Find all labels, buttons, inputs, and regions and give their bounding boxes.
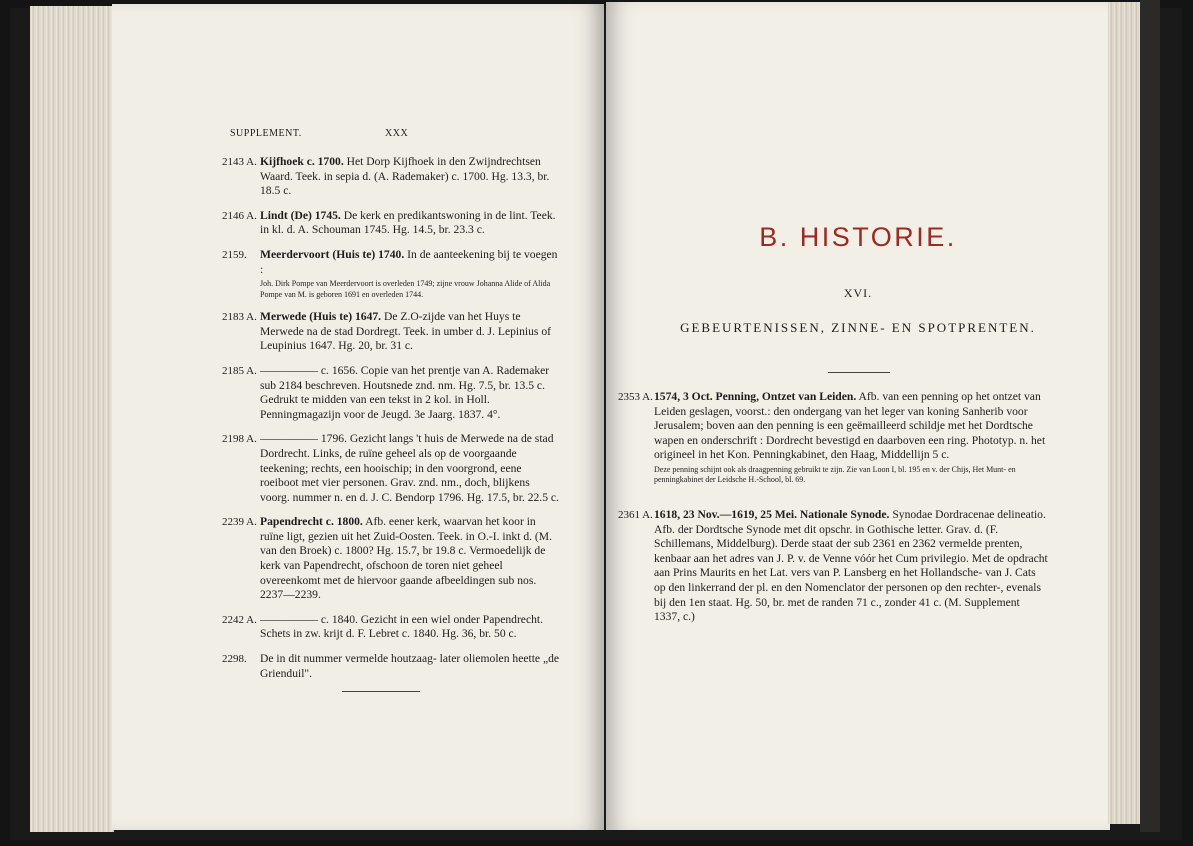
entry-number: 2185 A. (222, 364, 257, 377)
entry-text: Afb. van een penning op het ontzet van Leiden geslagen, voorst.: den ondergang van het leger van koning Sanherib voor Jerusalem; boven aan den penning is een geëmailleerd schildje met het Dordtsche wapen en onderschrift : Dordrecht bevestigd en daarboven een ring. Phototyp. n. het origineel in het Kon. Penningkabinet, den Haag, Middellijn 5 c. (654, 390, 1046, 462)
catalog-entry (222, 515, 562, 603)
entry-note: Deze penning schijnt ook als draagpenning gebruikt te zijn. Zie van Loon I, bl. 195 en v. der Chijs, Het Munt- en penningkabinet der Leidsche H.-School, bl. 69. (654, 464, 1016, 485)
book-cover-edge (1140, 0, 1160, 832)
entry-number: 2242 A. (222, 613, 257, 626)
catalog-entry (222, 310, 562, 354)
entry-text: 1796. Gezicht langs 't huis de Merwede na de stad Dordrecht. Links, de ruïne geheel als op de voorgaande teekening; rechts, een hooischip; in den voorgrond, eene roeiboot met vier personen. Grav. znd. nm., doch, blijkens voorg. nummer n. en d. J. C. Bendorp 1796. Hg. 17.5, br. 22.5 c. (260, 432, 559, 504)
entry-text: De in dit nummer vermelde houtzaag- later oliemolen heette „de Grienduil". (260, 652, 560, 680)
catalog-entry (222, 155, 562, 199)
entry-text: In de aanteekening bij te voegen : (260, 247, 558, 276)
entry-heading: Merwede (Huis te) 1647. (260, 310, 382, 324)
left-page-edges (30, 6, 114, 832)
right-entries (618, 390, 1048, 625)
entry-heading: Kijfhoek c. 1700. (260, 155, 344, 168)
catalog-entry (618, 508, 1048, 625)
entry-heading: Papendrecht c. 1800. (260, 515, 363, 529)
entry-dash: ————— (260, 363, 318, 377)
running-head-page-number: XXX (385, 128, 409, 139)
section-rule (828, 372, 890, 373)
entry-number: 2143 A. (222, 156, 257, 168)
entry-text: Afb. eener kerk, waarvan het koor in ruïne ligt, gezien uit het Zuid-Oosten. Teek. in O.-I. inkt d. (M. van den Broek) c. 1800? Hg. 15.7, br 19.8 c. Vermoedelijk de kerk van Papendrecht, ofschoon de toren niet geheel overeenkomt met de hiervoor gaande afbeeldingen sub nos. 2237—2239. (260, 515, 552, 602)
catalog-entry (222, 652, 562, 681)
catalog-entry (222, 209, 562, 238)
left-entries (222, 155, 562, 692)
entry-number: 2353 A. (618, 391, 653, 403)
entry-number: 2183 A. (222, 311, 257, 324)
catalog-entry (222, 248, 562, 300)
entry-number: 2198 A. (222, 433, 257, 446)
entry-text: Het Dorp Kijfhoek in den Zwijndrechtsen Waard. Teek. in sepia d. (A. Rademaker) c. 1700. Hg. 13.3, br. 18.5 c. (260, 155, 550, 198)
entry-heading: Meerdervoort (Huis te) 1740. (260, 247, 405, 261)
part-title: B. HISTORIE. (759, 222, 957, 252)
entry-number: 2361 A. (618, 508, 653, 521)
closing-rule (342, 691, 420, 692)
running-head-left: SUPPLEMENT. (230, 128, 302, 139)
entry-text: Synodae Dordracenae delineatio. Afb. der Dordtsche Synode met dit opschr. in Gothische letter. Grav. d. (F. Schillemans, Middelburg). Derde staat der sub 2361 en 2362 vermelde prenten, kenbaar aan het adres van J. P. v. de Venne vóór het Cum privilegio. Met de opdracht aan Prins Maurits en het Lat. vers van P. Lansberg en het Hollandsche- van J. Cats op den linkerrand der pl. en den Nomenclator der personen op den rechter-, evenals bij den 1en staat. Hg. 50, br. met de randen 71 c., zonder 41 c. (M. Supplement 1337, c.) (654, 507, 1048, 624)
entry-dash: ————— (260, 432, 318, 446)
catalog-entry (618, 390, 1048, 486)
entry-note: Joh. Dirk Pompe van Meerdervoort is overleden 1749; zijne vrouw Johanna Alide of Alida Pompe van M. is geboren 1691 en overleden 1744. (260, 279, 551, 299)
catalog-entry (222, 364, 562, 422)
entry-number: 2239 A. (222, 516, 257, 529)
entry-number: 2298. (222, 653, 247, 666)
entry-dash: ————— (260, 612, 318, 626)
entry-text: De Z.O-zijde van het Huys te Merwede na de stad Dordregt. Teek. in umber d. J. Lepinius of Leupinius 1647. Hg. 20, br. 31 c. (260, 310, 551, 353)
right-page-edges (1108, 2, 1142, 824)
entry-heading: 1618, 23 Nov.—1619, 25 Mei. Nationale Synode. (654, 507, 890, 521)
entry-heading: 1574, 3 Oct. Penning, Ontzet van Leiden. (654, 390, 857, 403)
entry-heading: Lindt (De) 1745. (260, 208, 341, 222)
section-title: GEBEURTENISSEN, ZINNE- EN SPOTPRENTEN. (680, 320, 1036, 335)
catalog-entry (222, 613, 562, 642)
entry-number: 2159. (222, 248, 247, 261)
entry-number: 2146 A. (222, 209, 257, 222)
catalog-entry (222, 432, 562, 505)
section-number: XVI. (843, 286, 873, 300)
entry-text: c. 1656. Copie van het prentje van A. Rademaker sub 2184 beschreven. Houtsnede znd. nm. Hg. 7.5, br. 13.5 c. Gedrukt te midden van een tekst in 2 kol. in Holl. Penningmagazijn voor de Jeugd. 3e Jaarg. 1837. 4°. (260, 363, 550, 421)
entry-text: c. 1840. Gezicht in een wiel onder Papendrecht. Schets in zw. krijt d. F. Lebret c. 1840. Hg. 36, br. 50 c. (260, 612, 544, 641)
entry-text: De kerk en predikantswoning in de lint. Teek. in kl. d. A. Schouman 1745. Hg. 14.5, br. 23.3 c. (260, 208, 556, 237)
